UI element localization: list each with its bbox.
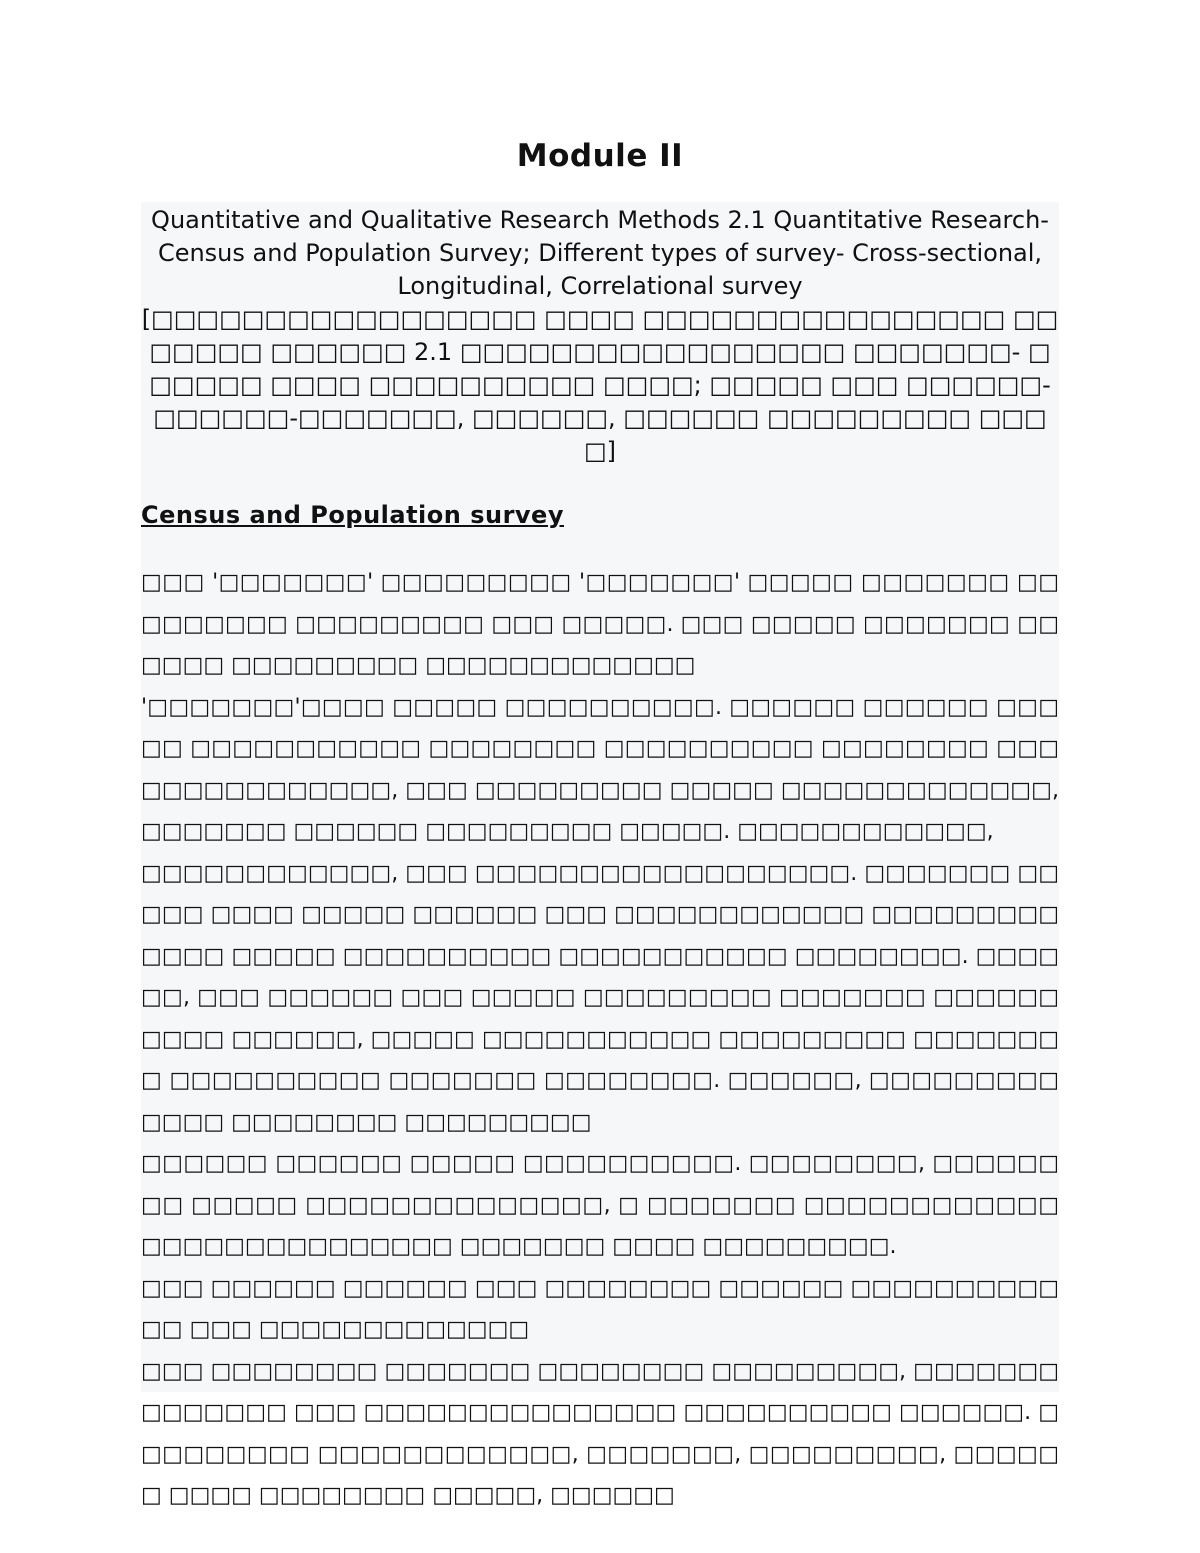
paragraph: □□□ '□□□□□□□' □□□□□□□□□ '□□□□□□□' □□□□□ □□□□□□□ □□□□□□□□□ □□□□□□□□□ □□□ □□□□□. □□□ □□□□□ □□□□□□□ □□□□□□ □□□□□□□□□ □□□□□□□□□□□□□ (141, 570, 1059, 678)
module-subtitle (141, 202, 1059, 468)
document-body (141, 202, 1059, 1508)
paragraph: '□□□□□□□'□□□□ □□□□□ □□□□□□□□□□. □□□□□□ □□□□□□ □□□□□ □□□□□□□□□□□ □□□□□□□□ □□□□□□□□□□ □□□□□□□□ □□□□□□□□□□□□□□□, □□□ □□□□□□□□□ □□□□□ □□□□□□□□□□□□□, □□□□□□□ □□□□□□ □□□□□□□□□ □□□□□. □□□□□□□□□□□□, (141, 694, 1059, 844)
paragraph: □□□□□□ □□□□□□ □□□□□ □□□□□□□□□□. □□□□□□□□, □□□□□□□□ □□□□□ □□□□□□□□□□□□□□, □ □□□□□□□ □□□□□□□□□□□□ □□□□□□□□□□□□□□□ □□□□□□□ □□□□ □□□□□□□□□. (141, 1151, 1059, 1259)
paragraph: □□□ □□□□□□□□ □□□□□□□ □□□□□□□□ □□□□□□□□□, □□□□□□□ □□□□□□□ □□□ □□□□□□□□□□□□□□□ □□□□□□□□□□ □□□□□□. □□□□□□□□□ □□□□□□□□□□□□, □□□□□□□, □□□□□□□□□, □□□□□□ □□□□ □□□□□□□□ □□□□□, □□□□□□ (141, 1358, 1059, 1508)
section-body (141, 562, 1059, 1517)
page-title: Module II (516, 138, 684, 174)
paragraph: □□□□□□□□□□□□, □□□ □□□□□□□□□□□□□□□□□□. □□□□□□□ □□□□□ □□□□ □□□□□ □□□□□□ □□□ □□□□□□□□□□□□ □□□□□□□□□□□□□ □□□□□ □□□□□□□□□□ □□□□□□□□□□□ □□□□□□□□. □□□□□□, □□□ □□□□□□ □□□ □□□□□ □□□□□□□□□ □□□□□□□ □□□□□□□□□□ □□□□□□, □□□□□ □□□□□□□□□□□ □□□□□□□□□ □□□□□□□□ □□□□□□□□□□ □□□□□□□ □□□□□□□□. □□□□□□, □□□□□□□□□□□□□ □□□□□□□□ □□□□□□□□□ (141, 860, 1059, 1135)
section-heading: Census and Population survey (141, 501, 564, 529)
subtitle-local: [□□□□□□□□□□□□□□□□□ □□□□ □□□□□□□□□□□□□□□□ □□□□□□□ □□□□□□ 2.1 □□□□□□□□□□□□□□□□□ □□□□□□□- □□□□□□ □□□□ □□□□□□□□□□ □□□□; □□□□□ □□□ □□□□□□- □□□□□□-□□□□□□□, □□□□□□, □□□□□□ □□□□□□□□□ □□□□] (141, 305, 1059, 465)
paragraph: □□□ □□□□□□ □□□□□□ □□□ □□□□□□□□ □□□□□□ □□□□□□□□□□□□ □□□ □□□□□□□□□□□□□ (141, 1275, 1059, 1342)
subtitle-english: Quantitative and Qualitative Research Methods 2.1 Quantitative Research- Census and Population Survey; Different types of survey- Cross-sectional, Longitudinal, Correlational survey (151, 206, 1049, 300)
